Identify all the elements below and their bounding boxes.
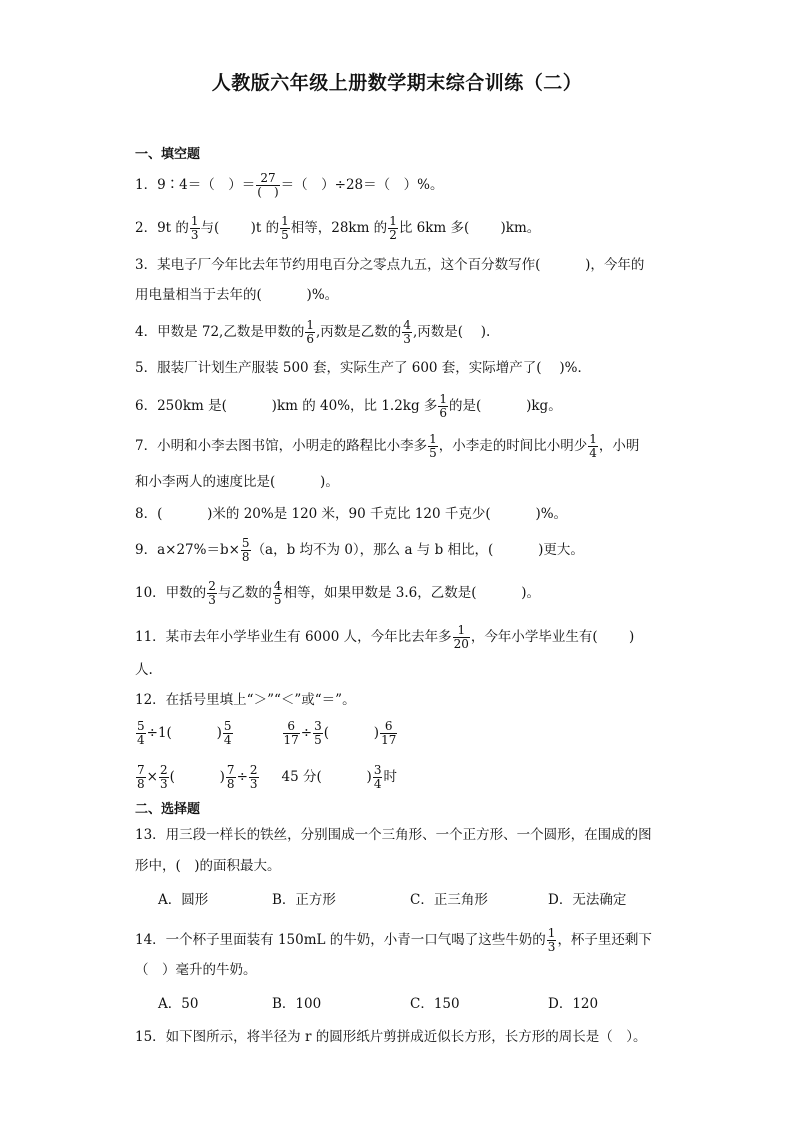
q12-r1-frac-d <box>313 720 323 747</box>
q1-den: ( ) <box>257 185 279 199</box>
question-12-row-1 <box>135 720 398 747</box>
q12-r2b-num: 2 <box>159 763 168 777</box>
q13-option-d[interactable]: D．无法确定 <box>548 892 627 908</box>
section-multiple-choice: 二、选择题 <box>135 802 201 817</box>
question-7-line-2: 和小李两人的速度比是( )。 <box>135 474 339 490</box>
q4-frac-1-den: 6 <box>306 332 314 346</box>
q12-r2d-den: 3 <box>249 777 258 791</box>
q14-option-d[interactable]: D．120 <box>548 996 599 1012</box>
question-2 <box>135 215 540 242</box>
q14-frac-den: 3 <box>547 940 556 954</box>
q12-r2a-text: × <box>146 769 158 785</box>
q2-frac-2 <box>280 215 290 242</box>
q10-frac-2 <box>273 580 283 607</box>
q14-option-b[interactable]: B．100 <box>272 996 322 1012</box>
q14-frac-num: 1 <box>547 926 556 940</box>
q10-text-b: 与乙数的 <box>217 585 272 601</box>
question-6 <box>135 393 562 420</box>
question-13-line-1: 13．用三段一样长的铁丝，分别围成一个三角形、一个正方形、一个圆形，在围成的图 <box>135 827 652 843</box>
question-5: 5．服装厂计划生产服装 500 套，实际生产了 600 套，实际增产了( )%． <box>135 360 591 376</box>
q2-frac-2-den: 5 <box>281 228 289 242</box>
q2-frac-2-num: 1 <box>281 214 289 228</box>
q12-r1c-den: 17 <box>283 733 299 747</box>
q12-r2-frac-f <box>373 764 383 791</box>
q12-r2f-den: 4 <box>373 777 382 791</box>
q12-r2a-den: 8 <box>137 777 145 791</box>
q13-option-b[interactable]: B．正方形 <box>272 892 336 908</box>
q12-r2f-num: 3 <box>373 763 382 777</box>
q11-frac <box>453 624 470 651</box>
q9-frac-num: 5 <box>241 536 250 550</box>
q2-text-d: 比 6km 多( )km。 <box>398 220 541 236</box>
q7-frac-2-den: 4 <box>589 446 597 460</box>
q14-frac <box>547 927 557 954</box>
q12-r1-frac-a <box>136 720 146 747</box>
q7-text-c: ，小明 <box>598 438 640 454</box>
q11-frac-num: 1 <box>453 624 470 638</box>
q4-frac-2 <box>402 319 412 346</box>
q12-r1c-text: ÷ <box>300 725 313 741</box>
q4-frac-1 <box>305 319 315 346</box>
q1-fraction <box>256 172 279 199</box>
q12-r2-frac-d <box>249 764 259 791</box>
page-title: 人教版六年级上册数学期末综合训练（二） <box>211 72 583 94</box>
q12-r2c-den: 8 <box>226 777 235 791</box>
q10-frac-1-num: 2 <box>208 579 216 593</box>
q12-r2c-text: ÷ <box>236 769 248 785</box>
q1-text-a: 1．9∶4＝（ ）＝ <box>135 177 256 193</box>
q1-num: 27 <box>256 172 279 186</box>
q12-r2a-num: 7 <box>137 763 145 777</box>
q12-r1a-text: ÷1( ) <box>146 725 222 741</box>
q7-frac-1 <box>428 433 438 460</box>
q12-r1a-den: 4 <box>137 733 145 747</box>
question-12-stem: 12．在括号里填上“＞”“＜”或“＝”。 <box>135 692 356 708</box>
q6-text-a: 6．250km 是( )km 的 40%，比 1.2kg 多 <box>135 398 438 414</box>
question-14-line-2: （ ）毫升的牛奶。 <box>135 962 257 978</box>
q12-r1b-num: 5 <box>223 719 232 733</box>
q13-option-c[interactable]: C．正三角形 <box>410 892 488 908</box>
q12-r1d-den: 5 <box>314 733 322 747</box>
q12-r1-frac-c <box>283 720 300 747</box>
q12-r2b-den: 3 <box>159 777 168 791</box>
question-13-line-2: 形中，( )的面积最大。 <box>135 858 281 874</box>
q14-text-a: 14．一个杯子里面装有 150mL 的牛奶，小青一口气喝了这些牛奶的 <box>135 932 546 948</box>
q1-text-b: ＝（ ）÷28＝（ ）%。 <box>280 177 444 193</box>
q12-r1d-text: ( ) <box>323 725 380 741</box>
question-9 <box>135 537 584 564</box>
q12-r2e-text: 45 分( ) <box>281 769 372 785</box>
q4-frac-1-num: 1 <box>306 318 314 332</box>
q2-frac-3-num: 1 <box>389 214 397 228</box>
q9-frac-den: 8 <box>241 550 250 564</box>
q4-text-b: ,丙数是乙数的 <box>316 324 402 340</box>
question-1 <box>135 172 443 199</box>
q11-text-a: 11．某市去年小学毕业生有 6000 人，今年比去年多 <box>135 629 452 645</box>
question-15: 15．如下图所示，将半径为 r 的圆形纸片剪拼成近似长方形，长方形的周长是（ ）。 <box>135 1029 647 1045</box>
q7-frac-2-num: 1 <box>589 432 597 446</box>
q12-r2d-num: 2 <box>249 763 258 777</box>
q7-frac-2 <box>588 433 598 460</box>
q13-option-a[interactable]: A．圆形 <box>158 892 209 908</box>
q9-frac <box>241 537 251 564</box>
q2-text-b: 与( )t 的 <box>200 220 280 236</box>
q12-r1a-num: 5 <box>137 719 145 733</box>
question-3-line-2: 用电量相当于去年的( )%。 <box>135 287 339 303</box>
question-3-line-1: 3．某电子厂今年比去年节约用电百分之零点九五，这个百分数写作( )，今年的 <box>135 257 645 273</box>
q7-text-b: ，小李走的时间比小明少 <box>438 438 588 454</box>
q10-frac-1 <box>207 580 217 607</box>
q12-r1c-num: 6 <box>283 720 300 734</box>
q6-text-b: 的是( )kg。 <box>449 398 562 414</box>
q9-text-a: 9．a×27%＝b× <box>135 542 240 558</box>
q10-frac-1-den: 3 <box>208 593 216 607</box>
q11-text-b: ，今年小学毕业生有( ) <box>470 629 635 645</box>
q12-r2-frac-b <box>159 764 169 791</box>
q14-text-b: ，杯子里还剩下 <box>557 932 652 948</box>
q2-text-c: 相等，28km 的 <box>290 220 388 236</box>
q9-text-b: （a，b 均不为 0），那么 a 与 b 相比，( )更大。 <box>251 542 584 558</box>
q2-frac-3-den: 2 <box>389 228 397 242</box>
q2-frac-3 <box>388 215 398 242</box>
q4-text-c: ,丙数是( ). <box>412 324 491 340</box>
q10-frac-2-num: 4 <box>273 579 282 593</box>
q4-text-a: 4．甲数是 72,乙数是甲数的 <box>135 324 305 340</box>
q12-r2-frac-c <box>226 764 236 791</box>
q4-frac-2-den: 3 <box>403 332 411 346</box>
q7-frac-1-num: 1 <box>429 432 437 446</box>
q12-r1b-den: 4 <box>223 733 232 747</box>
q6-frac-den: 6 <box>439 406 448 420</box>
q12-r2b-text: ( ) <box>169 769 225 785</box>
q7-text-a: 7．小明和小李去图书馆，小明走的路程比小李多 <box>135 438 428 454</box>
q10-frac-2-den: 5 <box>273 593 282 607</box>
q10-text-a: 10．甲数的 <box>135 585 207 601</box>
q12-r2f-text: 时 <box>383 769 397 785</box>
q2-frac-1 <box>190 215 200 242</box>
q14-option-c[interactable]: C．150 <box>410 996 460 1012</box>
q6-frac <box>438 393 448 420</box>
q14-option-a[interactable]: A．50 <box>158 996 199 1012</box>
q12-r1-frac-e <box>380 720 397 747</box>
q12-r1d-num: 3 <box>314 719 322 733</box>
question-12-row-2 <box>135 764 397 791</box>
q6-frac-num: 1 <box>439 392 448 406</box>
question-7-line-1 <box>135 433 639 460</box>
question-11-line-2: 人. <box>135 662 153 678</box>
question-4 <box>135 319 490 346</box>
q12-r2c-num: 7 <box>226 763 235 777</box>
section-fill-blank: 一、填空题 <box>135 147 201 162</box>
question-11-line-1 <box>135 624 634 651</box>
q12-r1-frac-b <box>223 720 233 747</box>
question-8: 8．( )米的 20%是 120 米，90 千克比 120 千克少( )%。 <box>135 506 568 522</box>
question-10 <box>135 580 540 607</box>
q4-frac-2-num: 4 <box>403 318 411 332</box>
q2-frac-1-den: 3 <box>190 228 199 242</box>
q12-r2-frac-a <box>136 764 146 791</box>
q10-text-c: 相等，如果甲数是 3.6，乙数是( )。 <box>283 585 541 601</box>
q12-r1e-num: 6 <box>380 720 397 734</box>
q7-frac-1-den: 5 <box>429 446 437 460</box>
q2-frac-1-num: 1 <box>190 214 199 228</box>
question-14-line-1 <box>135 927 652 954</box>
q12-r1e-den: 17 <box>381 733 397 747</box>
q11-frac-den: 20 <box>453 637 469 651</box>
q2-text-a: 2．9t 的 <box>135 220 189 236</box>
